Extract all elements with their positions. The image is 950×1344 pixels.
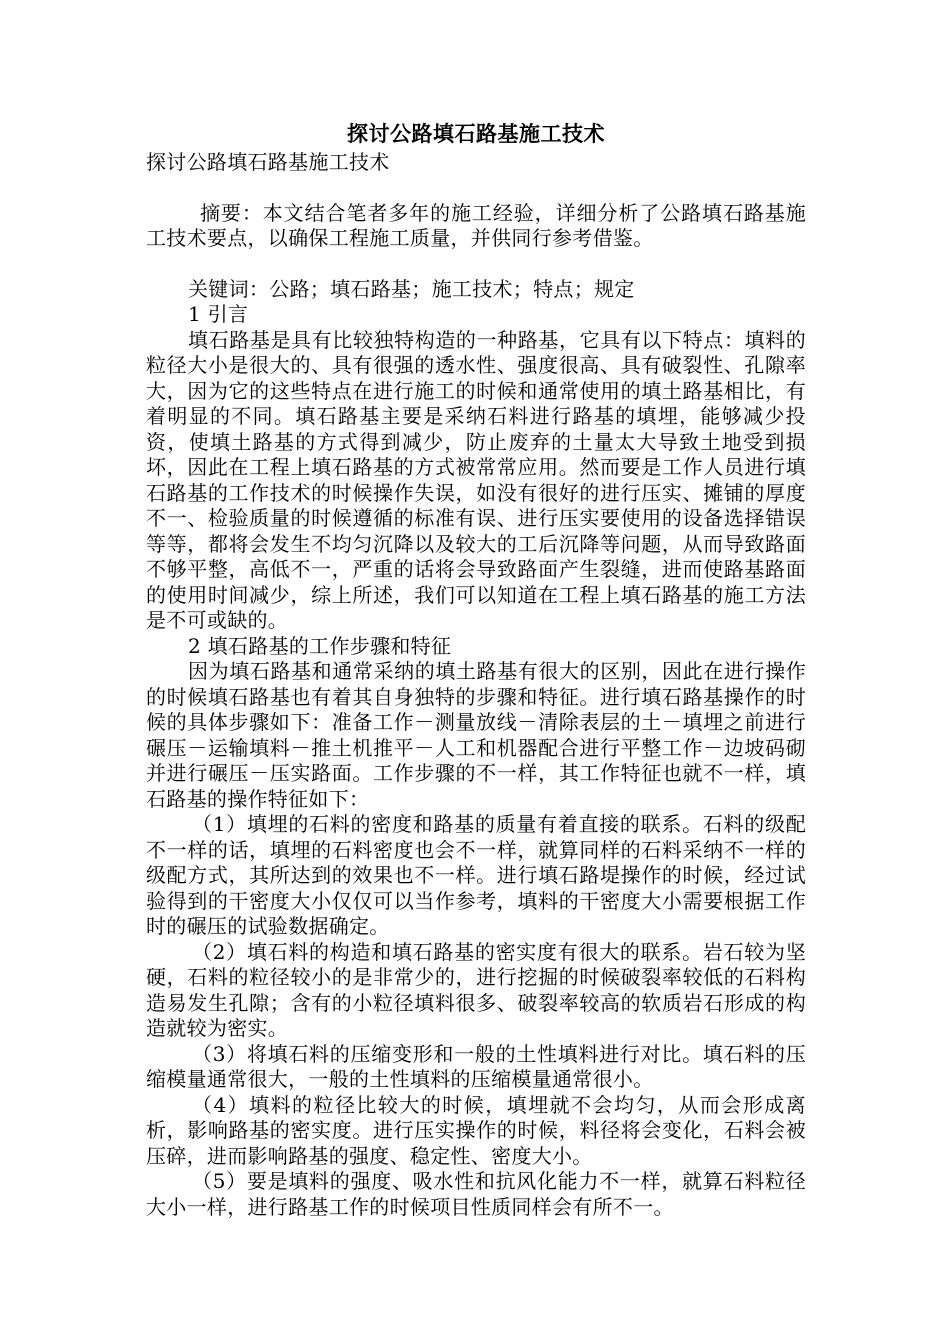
section-heading-2: 2 填石路基的工作步骤和特征: [188, 633, 452, 658]
document-subtitle: 探讨公路填石路基施工技术: [146, 150, 390, 174]
list-item: （1）填埋的石料的密度和路基的质量有着直接的联系。石料的级配不一样的话，填埋的石料密度也会不一样，就算同样的石料采纳不一样的级配方式，其所达到的效果也不一样。进行填石路堤操作的时候，经过试验得到的干密度大小仅仅可以当作参考，填料的干密度大小需要根据工作时的碾压的试验数据确定。: [146, 812, 806, 938]
spacer: [146, 176, 806, 201]
list-item: （5）要是填料的强度、吸水性和抗风化能力不一样，就算石料粒径大小一样，进行路基工作的时候项目性质同样会有所不一。: [146, 1169, 806, 1219]
list-item: （2）填石料的构造和填石路基的密实度有很大的联系。岩石较为坚硬，石料的粒径较小的是非常少的，进行挖掘的时候破裂率较低的石料构造易发生孔隙；含有的小粒径填料很多、破裂率较高的软质岩石形成的构造就较为密实。: [146, 939, 806, 1040]
section-paragraph-1: 填石路基是具有比较独特构造的一种路基，它具有以下特点：填料的粒径大小是很大的、具有很强的透水性、强度很高、具有破裂性、孔隙率大，因为它的这些特点在进行施工的时候和通常使用的填土路基相比，有着明显的不同。填石路基主要是采纳石料进行路基的填埋，能够减少投资，使填土路基的方式得到减少，防止废弃的土量太大导致土地受到损坏，因此在工程上填石路基的方式被常常应用。然而要是工作人员进行填石路基的工作技术的时候操作失误，如没有很好的进行压实、摊铺的厚度不一、检验质量的时候遵循的标准有误、进行压实要使用的设备选择错误等等，都将会发生不均匀沉降以及较大的工后沉降等问题，从而导致路面不够平整，高低不一，严重的话将会导致路面产生裂缝，进而使路基路面的使用时间减少，综上所述，我们可以知道在工程上填石路基的施工方法是不可或缺的。: [146, 327, 806, 632]
keywords: 关键词：公路；填石路基；施工技术；特点；规定: [188, 276, 635, 301]
list-item: （3）将填石料的压缩变形和一般的土性填料进行对比。填石料的压缩模量通常很大，一般的土性填料的压缩模量通常很小。: [146, 1041, 806, 1091]
spacer: [146, 252, 806, 277]
document-page: [146, 118, 806, 1220]
document-title: 探讨公路填石路基施工技术: [347, 121, 605, 146]
section-paragraph-2: 因为填石路基和通常采纳的填土路基有很大的区别，因此在进行操作的时候填石路基也有着其自身独特的步骤和特征。进行填石路基操作的时候的具体步骤如下：准备工作－测量放线－清除表层的土－填埋之前进行碾压－运输填料－推土机推平－人工和机器配合进行平整工作－边坡码砌并进行碾压－压实路面。工作步骤的不一样，其工作特征也就不一样，填石路基的操作特征如下：: [146, 659, 806, 811]
section-heading-1: 1 引言: [188, 302, 249, 326]
list-item: （4）填料的粒径比较大的时候，填埋就不会均匀，从而会形成离析，影响路基的密实度。进行压实操作的时候，料径将会变化，石料会被压碎，进而影响路基的强度、稳定性、密度大小。: [146, 1092, 806, 1168]
abstract: 摘要：本文结合笔者多年的施工经验，详细分析了公路填石路基施工技术要点，以确保工程施工质量，并供同行参考借鉴。: [146, 200, 806, 250]
